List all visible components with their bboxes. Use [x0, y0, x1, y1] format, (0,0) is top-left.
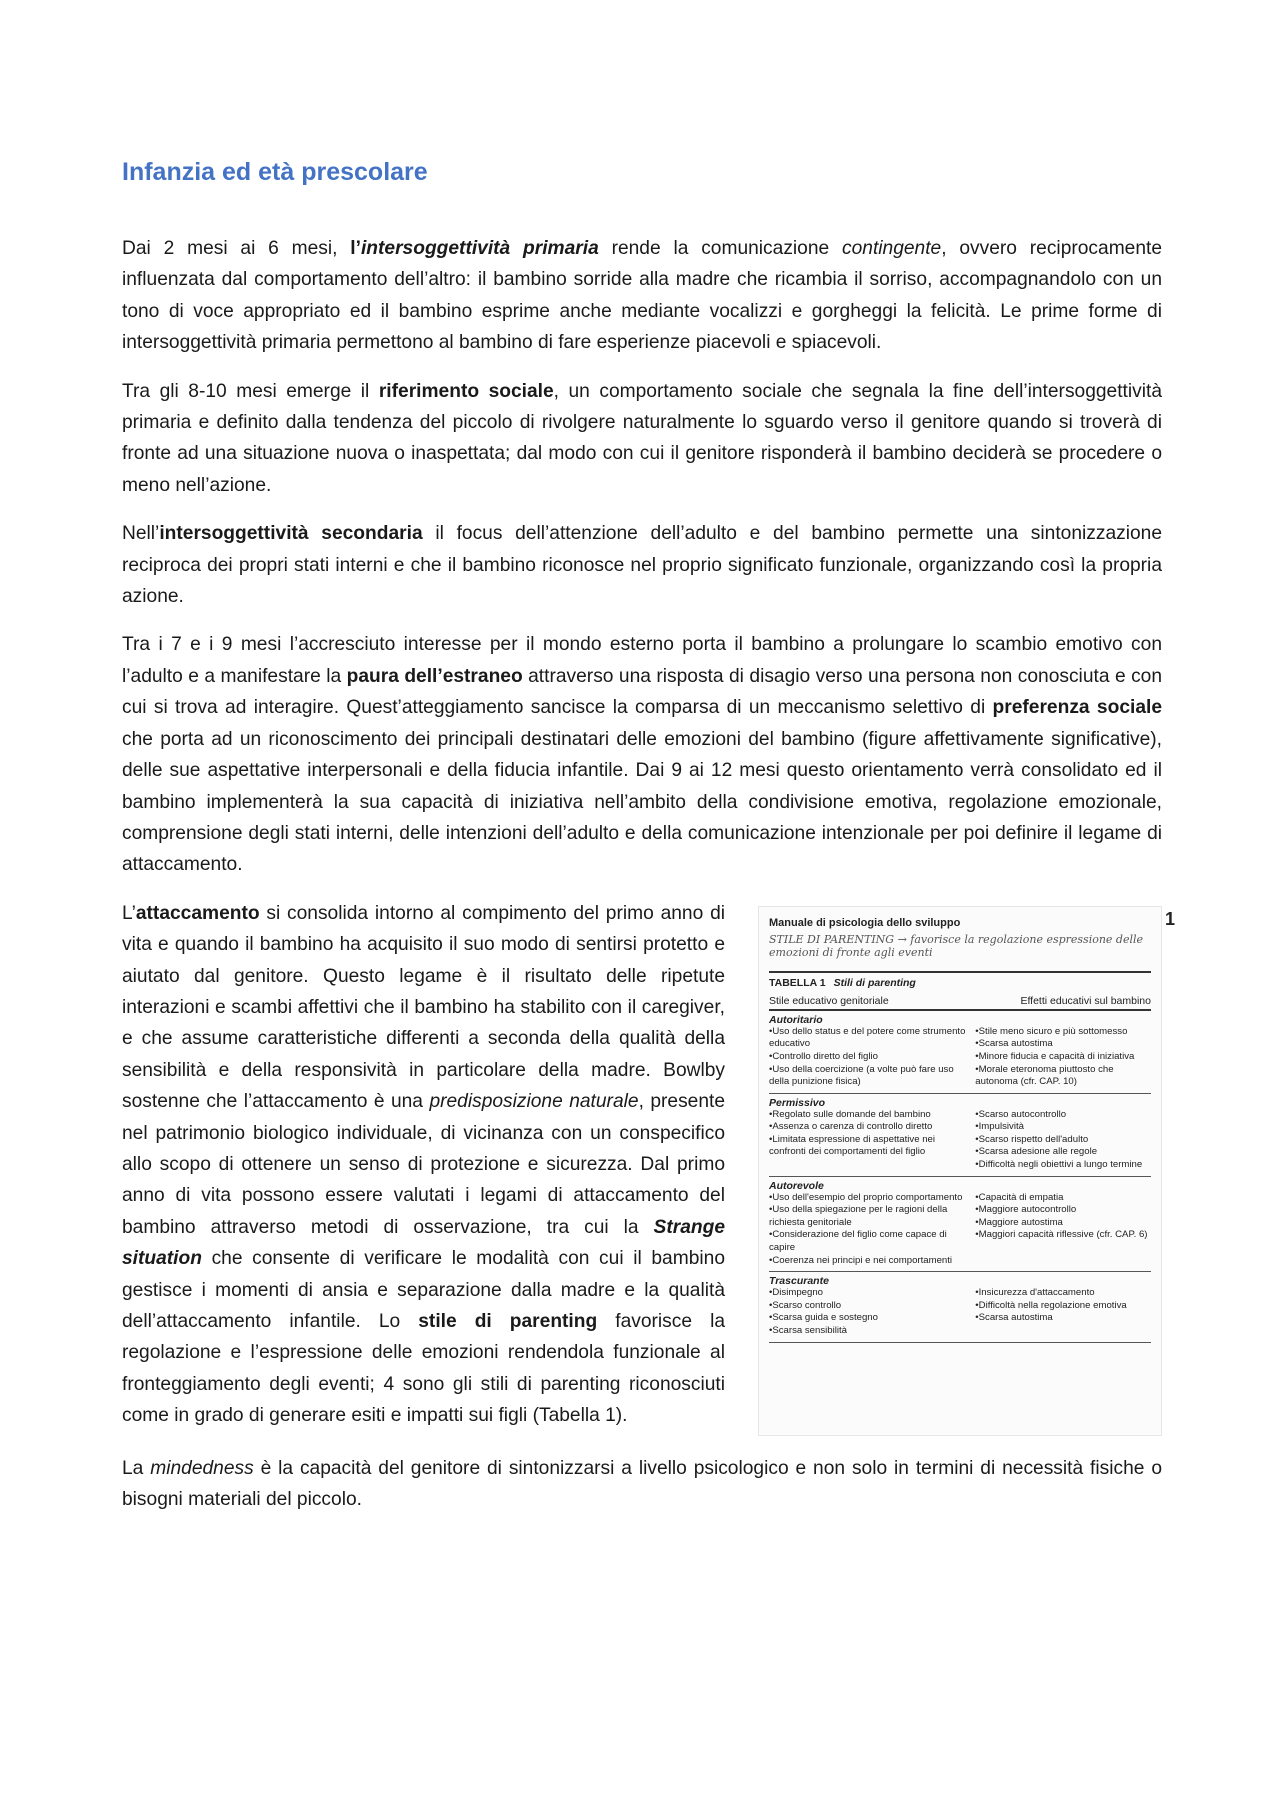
paragraph-intersoggettivita-secondaria — [122, 518, 1162, 612]
scan-table-item: • Capacità di empatia — [975, 1192, 1151, 1205]
text-run: L’ — [122, 902, 136, 924]
text-run: attraverso una risposta di disagio verso una persona non conosciuta e con cui si trova ad interagire. Quest’atteggiamento sancisce la comparsa di un meccanismo selettivo di — [122, 665, 1163, 719]
scan-table-item: • Regolato sulle domande del bambino — [769, 1109, 968, 1122]
text-run: che consente di verificare le modalità con cui il bambino gestisce i momenti di ansia e separazione dalla madre e la qualità dell’attaccamento infantile. Lo — [122, 1248, 725, 1332]
scan-group-name: Permissivo — [769, 1096, 826, 1109]
text-run: Dai 2 mesi ai 6 mesi, — [122, 238, 351, 259]
scan-table-group — [769, 1011, 1151, 1094]
bold-term: intersoggettività secondaria — [159, 523, 423, 545]
scan-group-right-column — [975, 1026, 1151, 1089]
scan-group-left-column — [769, 1287, 968, 1337]
section-title: Infanzia ed età prescolare — [122, 158, 428, 186]
document-content — [122, 158, 1175, 1533]
scan-col-header-effects: Effetti educativi sul bambino — [1020, 994, 1151, 1007]
bold-term: preferenza sociale — [992, 697, 1162, 719]
text-run: è la capacità del genitore di sintonizzarsi a livello psicologico e non solo in termini di necessità fisiche o bisogni materiali del piccolo. — [122, 1457, 1162, 1511]
paragraph-intersoggettivita-primaria — [122, 233, 1162, 359]
text-run: il focus dell’attenzione dell’adulto e del bambino permette una sintonizzazione reciproca dei propri stati interni e che il bambino riconosce nel proprio significato funzionale, organizzando così la propria azione. — [122, 523, 1163, 608]
text-run: Tra gli 8-10 mesi emerge il — [122, 380, 379, 402]
text-run: che porta ad un riconoscimento dei principali destinatari delle emozioni del bambino (figure affettivamente significative), delle sue aspettative interpersonali e della fiducia infantile. Dai 9 ai 12 mesi questo orientamento verrà consolidato ed il bambino implementerà la sua capacità di iniziativa nell’ambito della condivisione emotiva, regolazione emozionale, comprensione degli stati interni, delle intenzioni dell’adulto e della comunicazione intenzionale per poi definire il legame di attaccamento. — [122, 728, 1162, 876]
paragraph-riferimento-sociale — [122, 376, 1162, 502]
scan-table-group — [769, 1094, 1151, 1177]
scan-table-item: • Scarsa sensibilità — [769, 1325, 968, 1338]
paragraph-paura-estraneo — [122, 629, 1162, 880]
bold-term: riferimento sociale — [378, 380, 554, 402]
scan-table-item: • Impulsività — [975, 1121, 1151, 1134]
text-run: , ovvero reciprocamente influenzata dal comportamento dell’altro: il bambino sorride alla madre che ricambia il sorriso, accompagnandolo con un tono di voce appropriato ed il bambino esprime anche mediante vocalizzi e gorgheggi la felicità. Le prime forme di intersoggettività primaria permettono al bambino di fare esperienze piacevoli e spiacevoli. — [122, 238, 1163, 354]
scan-table-item: • Scarsa autostima — [975, 1038, 1151, 1051]
scan-group-columns — [769, 1026, 1151, 1089]
scan-table-item: • Considerazione del figlio come capace di capire — [769, 1229, 968, 1254]
scan-table-item: • Minore fiducia e capacità di iniziativa — [975, 1051, 1151, 1064]
scan-table-item: • Uso della coercizione (a volte può fare uso della punizione fisica) — [769, 1064, 968, 1089]
scan-table-item: • Disimpegno — [769, 1287, 968, 1300]
scan-group-columns — [769, 1109, 1151, 1172]
scan-table-item: • Scarsa adesione alle regole — [975, 1146, 1151, 1159]
scan-table-label: TABELLA 1 — [769, 976, 826, 989]
text-run: , un comportamento sociale che segnala la fine dell’intersoggettività primaria e definito dalla tendenza del piccolo di rivolgere naturalmente lo sguardo verso il genitore quando si troverà di fronte ad una situazione nuova o inaspettata; dal modo con cui il genitore risponderà il bambino deciderà se procedere o meno nell’azione. — [122, 380, 1163, 496]
scan-table-item: • Morale eteronoma piuttosto che autonoma (cfr. CAP. 10) — [975, 1064, 1151, 1089]
scan-table-item: • Limitata espressione di aspettative nei confronti dei comportamenti del figlio — [769, 1134, 968, 1159]
scan-table-item: • Scarso autocontrollo — [975, 1109, 1151, 1122]
bold-run: l’ — [350, 238, 361, 259]
scan-table-item: • Uso della spiegazione per le ragioni della richiesta genitoriale — [769, 1204, 968, 1229]
scan-table-item: • Maggiore autostima — [975, 1217, 1151, 1230]
scan-group-name: Trascurante — [769, 1275, 829, 1288]
bold-italic-term: intersoggettività primaria — [360, 238, 599, 259]
scan-table-item: • Scarsa guida e sostegno — [769, 1312, 968, 1325]
scan-table-item: • Maggiore autocontrollo — [975, 1204, 1151, 1217]
scan-table-item: • Maggiori capacità riflessive (cfr. CAP. 6) — [975, 1229, 1151, 1242]
scan-table-header — [769, 989, 1151, 1011]
scan-table-item: • Scarso rispetto dell'adulto — [975, 1134, 1151, 1147]
text-run: si consolida intorno al compimento del primo anno di vita e quando il bambino ha acquisito il suo modo di sentirsi protetto e aiutato dal genitore. Questo legame è il risultato delle ripetute interazioni e scambi affettivi che il bambino ha stabilito con il caregiver, e che assume caratteristiche differenti a seconda della qualità della sensibilità e della responsività in particolare della madre. Bowlby sostenne che l’attaccamento è una — [122, 902, 725, 1113]
scan-group-columns — [769, 1287, 1151, 1337]
paragraph-mindedness — [122, 1453, 1162, 1516]
text-run: Nell’ — [122, 523, 160, 545]
italic-term: predisposizione naturale — [429, 1091, 639, 1113]
scan-group-right-column — [975, 1109, 1151, 1172]
scan-table-item: • Assenza o carenza di controllo diretto — [769, 1121, 968, 1134]
bold-term: attaccamento — [135, 902, 260, 924]
scan-group-left-column — [769, 1192, 968, 1268]
scan-table-body — [769, 1011, 1151, 1343]
scan-group-name: Autoritario — [769, 1013, 823, 1026]
scan-group-right-column — [975, 1192, 1151, 1268]
scan-table-item: • Scarsa autostima — [975, 1312, 1151, 1325]
scan-table-item: • Controllo diretto del figlio — [769, 1051, 968, 1064]
scan-table-group — [769, 1177, 1151, 1273]
scan-col-header-style: Stile educativo genitoriale — [769, 994, 889, 1007]
scan-table-item: • Coerenza nei principi e nei comportamenti — [769, 1255, 968, 1268]
scan-group-name: Autorevole — [769, 1179, 824, 1192]
italic-term: contingente — [842, 238, 942, 259]
scan-table-item: • Uso dell'esempio del proprio comportamento — [769, 1192, 968, 1205]
italic-term: mindedness — [150, 1457, 254, 1479]
scan-table-item: • Insicurezza d'attaccamento — [975, 1287, 1151, 1300]
text-run: rende la comunicazione — [598, 238, 843, 259]
scan-group-columns — [769, 1192, 1151, 1268]
attaccamento-section — [122, 898, 1175, 1436]
scan-corner-mark: 1 — [1164, 908, 1175, 929]
scan-table-item: • Difficoltà negli obiettivi a lungo termine — [975, 1159, 1151, 1172]
text-run: La — [122, 1457, 151, 1479]
scan-table-title — [769, 971, 1151, 989]
scan-table-group — [769, 1272, 1151, 1342]
scan-table-item: • Difficoltà nella regolazione emotiva — [975, 1300, 1151, 1313]
attaccamento-text-column — [122, 898, 725, 1432]
text-run: , presente nel patrimonio biologico individuale, di vicinanza con un conspecifico allo scopo di ottenere un senso di protezione e sicurezza. Dal primo anno di vita possono essere valutati i legami di attaccamento del bambino attraverso metodi di osservazione, tra cui la — [122, 1091, 726, 1238]
scan-group-left-column — [769, 1109, 968, 1172]
scan-table-name: Stili di parenting — [833, 976, 916, 989]
scan-table-item: • Scarso controllo — [769, 1300, 968, 1313]
scan-handwritten-note: STILE DI PARENTING → favorisce la regolazione espressione delle emozioni di fronte agli eventi — [769, 932, 1144, 959]
bold-term: paura dell’estraneo — [346, 665, 523, 687]
text-run: Tra i 7 e i 9 mesi l’accresciuto interesse per il mondo esterno porta il bambino a prolungare lo scambio emotivo con l’adulto e a manifestare la — [122, 634, 1162, 687]
scanned-table-image — [758, 906, 1175, 1436]
scan-book-title: Manuale di psicologia dello sviluppo — [769, 916, 961, 929]
bold-term: stile di parenting — [418, 1311, 598, 1332]
bold-italic-term: Strange situation — [122, 1216, 725, 1270]
scan-group-left-column — [769, 1026, 968, 1089]
paragraph-attaccamento — [122, 898, 725, 1432]
scan-table-item: • Uso dello status e del potere come strumento educativo — [769, 1026, 968, 1051]
scan-group-right-column — [975, 1287, 1151, 1337]
scan-table-item: • Stile meno sicuro e più sottomesso — [975, 1026, 1151, 1039]
text-run: favorisce la regolazione e l’espressione delle emozioni rendendola funzionale al fronteggiamento degli eventi; 4 sono gli stili di parenting riconosciuti come in grado di generare esiti e impatti sui figli (Tabella 1). — [122, 1311, 726, 1427]
